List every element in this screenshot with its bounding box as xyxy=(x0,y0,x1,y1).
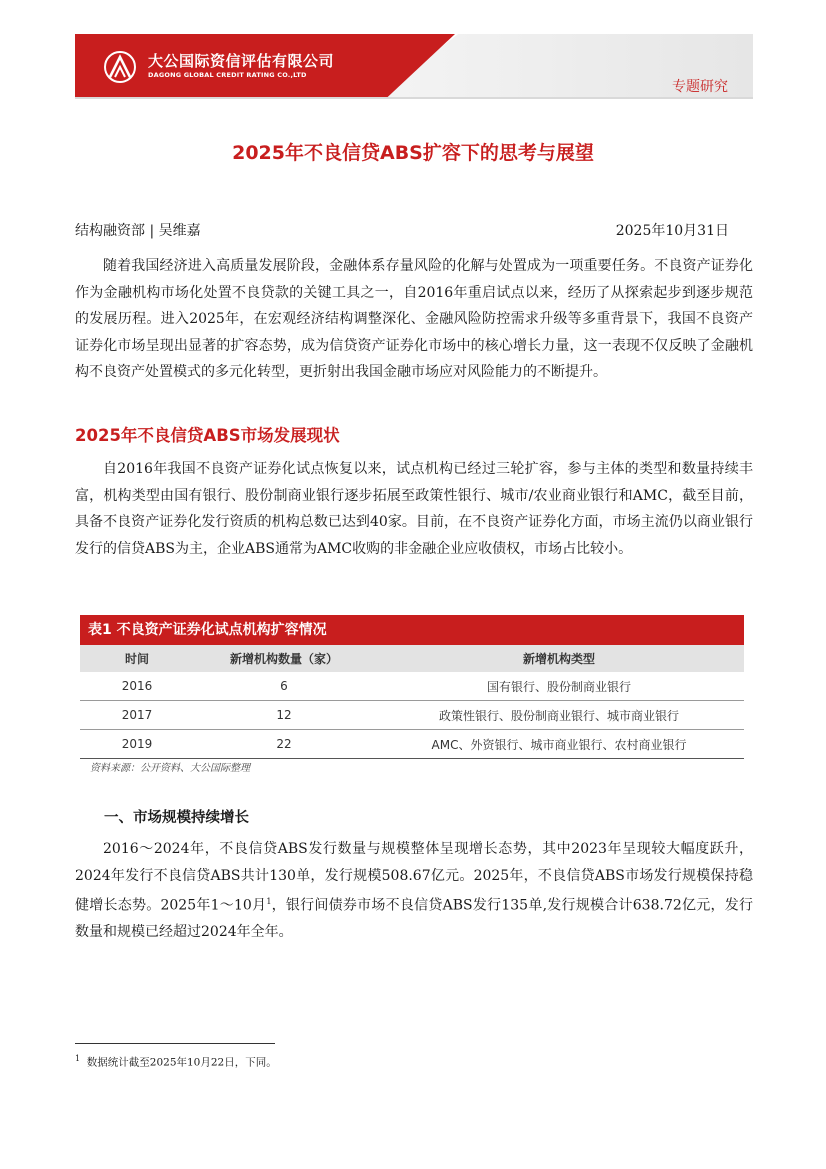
pilot-expansion-table xyxy=(80,645,744,759)
table-cell: 2016 xyxy=(80,672,194,701)
section-heading: 2025年不良信贷ABS市场发展现状 xyxy=(75,426,340,445)
table-cell: 22 xyxy=(194,730,374,759)
table-header-cell: 时间 xyxy=(80,645,194,672)
table-cell: AMC、外资银行、城市商业银行、农村商业银行 xyxy=(374,730,744,759)
subsection-heading: 一、市场规模持续增长 xyxy=(104,810,249,826)
table-cell: 2017 xyxy=(80,701,194,730)
table-cell: 6 xyxy=(194,672,374,701)
table-cell: 2019 xyxy=(80,730,194,759)
report-date: 2025年10月31日 xyxy=(615,223,729,239)
author-line: 结构融资部 | 吴维嘉 xyxy=(75,223,201,239)
section-paragraph: 自2016年我国不良资产证券化试点恢复以来，试点机构已经过三轮扩容，参与主体的类型和数量持续丰富，机构类型由国有银行、股份制商业银行逐步拓展至政策性银行、城市/农业商业银行和AMC，截至目前，具备不良资产证券化发行资质的机构总数已达到40家。目前，在不良资产证券化方面，市场主流仍以商业银行发行的信贷ABS为主，企业ABS通常为AMC收购的非金融企业应收债权，市场占比较小。 xyxy=(75,461,753,557)
subsection-paragraph xyxy=(75,836,753,946)
page-title: 2025年不良信贷ABS扩容下的思考与展望 xyxy=(232,142,594,164)
footnote xyxy=(75,1054,277,1070)
table-header-row xyxy=(80,645,744,672)
table-source-note: 资料来源：公开资料、大公国际整理 xyxy=(90,763,250,774)
table-cell: 12 xyxy=(194,701,374,730)
footnote-text: 数据统计截至2025年10月22日，下同。 xyxy=(86,1056,277,1069)
table-title: 表1 不良资产证券化试点机构扩容情况 xyxy=(80,615,744,645)
footnote-divider xyxy=(75,1043,275,1044)
header-divider xyxy=(75,97,753,99)
footnote-mark: 1 xyxy=(75,1054,81,1063)
subsection-text-a: 2016～2024年，不良信贷ABS发行数量与规模整体呈现增长态势，其中2023年呈现较大幅度跃升，2024年发行不良信贷ABS共计130单，发行规模508.67亿元。2025年，不良信贷ABS市场发行规模保持稳健增长态势。2025年1～10月 xyxy=(75,841,753,914)
intro-paragraph: 随着我国经济进入高质量发展阶段，金融体系存量风险的化解与处置成为一项重要任务。不良资产证券化作为金融机构市场化处置不良贷款的关键工具之一，自2016年重启试点以来，经历了从探索起步到逐步规范的发展历程。进入2025年，在宏观经济结构调整深化、金融风险防控需求升级等多重背景下，我国不良资产证券化市场呈现出显著的扩容态势，成为信贷资产证券化市场中的核心增长力量，这一表现不仅反映了金融机构不良资产处置模式的多元化转型，更折射出我国金融市场应对风险能力的不断提升。 xyxy=(75,258,753,380)
subsection-text-b: ，银行间债券市场不良信贷ABS发行135单,发行规模合计638.72亿元，发行数量和规模已经超过2024年全年。 xyxy=(75,897,753,941)
table-row xyxy=(80,730,744,759)
table-header-cell: 新增机构类型 xyxy=(374,645,744,672)
dagong-logo-icon xyxy=(102,50,138,84)
table-cell: 政策性银行、股份制商业银行、城市商业银行 xyxy=(374,701,744,730)
table-row xyxy=(80,701,744,730)
company-name-cn: 大公国际资信评估有限公司 xyxy=(148,52,335,70)
table-row xyxy=(80,672,744,701)
table-header-cell: 新增机构数量（家） xyxy=(194,645,374,672)
company-name-en: DAGONG GLOBAL CREDIT RATING CO.,LTD xyxy=(148,71,307,79)
footnote-reference[interactable]: 1 xyxy=(266,897,272,906)
table-cell: 国有银行、股份制商业银行 xyxy=(374,672,744,701)
section-tag: 专题研究 xyxy=(672,79,728,95)
